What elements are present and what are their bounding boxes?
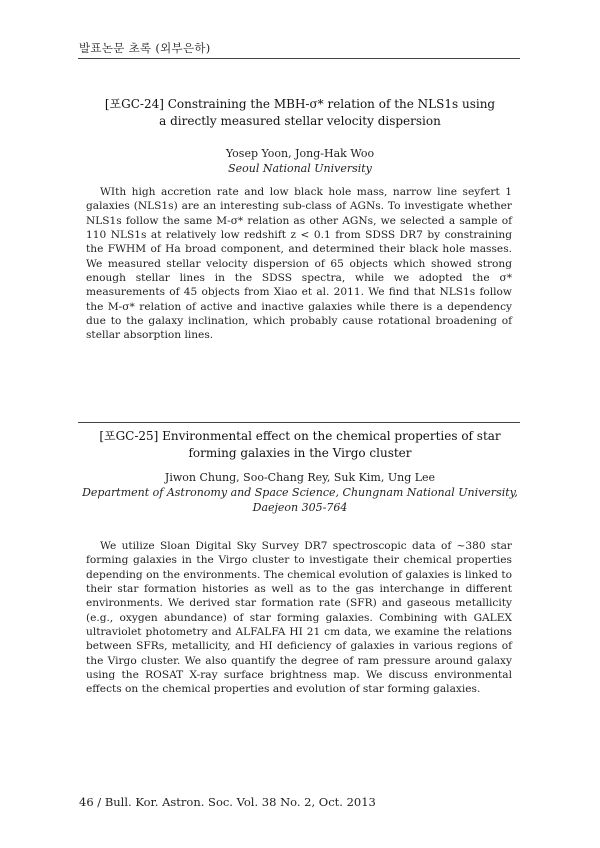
abstract-title-line: forming galaxies in the Virgo cluster: [188, 446, 412, 460]
abstract-authors: Yosep Yoon, Jong-Hak Woo: [225, 147, 375, 160]
affiliation-line: Department of Astronomy and Space Science, Chungnam National University,: [82, 486, 518, 499]
affiliation-line: Daejeon 305-764: [252, 501, 348, 514]
abstract-title-line: [포GC-25] Environmental effect on the chemical properties of star: [99, 429, 501, 443]
running-head: 발표논문 초록 (외부은하): [79, 41, 211, 55]
page-footer: 46 / Bull. Kor. Astron. Soc. Vol. 38 No. 2, Oct. 2013: [79, 795, 376, 809]
affiliation-line: Seoul National University: [228, 162, 372, 175]
abstract-title-line: a directly measured stellar velocity dispersion: [159, 114, 441, 128]
header-rule: [78, 58, 520, 59]
abstract-affiliation: [80, 161, 520, 176]
abstract-affiliation: [80, 485, 520, 515]
abstract-title: [80, 96, 520, 130]
abstract-title-line: [포GC-24] Constraining the MBH-σ* relation of the NLS1s using: [104, 97, 496, 111]
abstract-body: We utilize Sloan Digital Sky Survey DR7 spectroscopic data of ~380 star forming galaxies in the Virgo cluster to investigate their chemical properties depending on the environments. The chemical evolution of galaxies is linked to their star formation histories as well as to the gas interchange in different environments. We derived star formation rate (SFR) and gaseous metallicity (e.g., oxygen abundance) of star forming galaxies. Combining with GALEX ultraviolet photometry and ALFALFA HI 21 cm data, we examine the relations between SFRs, metallicity, and HI deficiency of galaxies in various regions of the Virgo cluster. We also quantify the degree of ram pressure around galaxy using the ROSAT X-ray surface brightness map. We discuss environmental effects on the chemical properties and evolution of star forming galaxies.: [86, 540, 512, 696]
section-divider: [78, 422, 520, 423]
abstract-title: [80, 428, 520, 462]
abstract-authors: Jiwon Chung, Soo-Chang Rey, Suk Kim, Ung Lee: [164, 471, 436, 484]
abstract-body: WIth high accretion rate and low black hole mass, narrow line seyfert 1 galaxies (NLS1s) are an interesting sub-class of AGNs. To investigate whether NLS1s follow the same M-σ* relation as other AGNs, we selected a sample of 110 NLS1s at relatively low redshift z < 0.1 from SDSS DR7 by constraining the FWHM of Ha broad component, and determined their black hole masses. We measured stellar velocity dispersion of 65 objects which showed strong enough stellar lines in the SDSS spectra, while we adopted the σ* measurements of 45 objects from Xiao et al. 2011. We find that NLS1s follow the M-σ* relation of active and inactive galaxies while there is a dependency due to the galaxy inclination, which probably cause rotational broadening of stellar absorption lines.: [86, 186, 512, 342]
